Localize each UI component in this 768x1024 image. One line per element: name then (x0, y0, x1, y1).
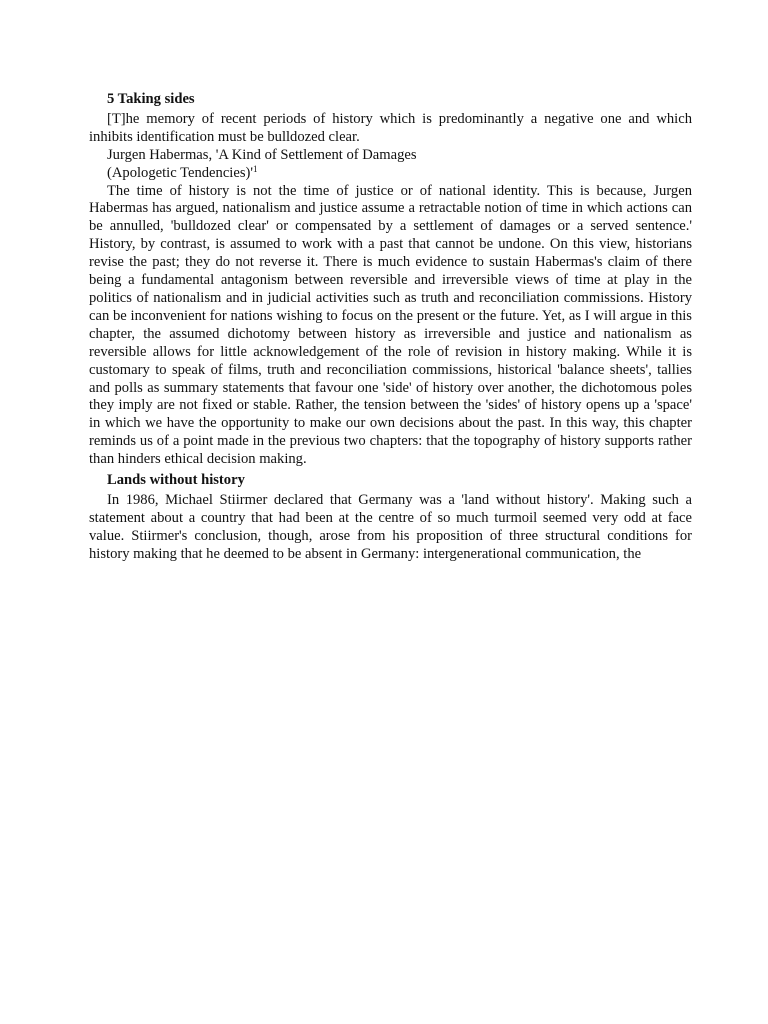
epigraph-source-text: (Apologetic Tendencies)' (107, 164, 254, 181)
epigraph-source (89, 165, 692, 183)
footnote-marker: 1 (253, 163, 258, 174)
section-heading: 5 Taking sides (107, 91, 195, 107)
document-page (89, 91, 692, 564)
subheading: Lands without history (107, 472, 245, 489)
epigraph-quote: [T]he memory of recent periods of history which is predominantly a negative one and which inhibits identification must be bulldozed clear. (89, 110, 692, 145)
epigraph-author: Jurgen Habermas, 'A Kind of Settlement of Damages (107, 146, 417, 163)
body-paragraph: In 1986, Michael Stiirmer declared that Germany was a 'land without history'. Making such a statement about a country that had been at the centre of so much turmoil seemed very odd at face value. Stiirmer's conclusion, though, arose from his proposition of three structural conditions for history making that he deemed to be absent in Germany: intergenerational communication, the (89, 491, 692, 562)
body-paragraph: The time of history is not the time of justice or of national identity. This is because, Jurgen Habermas has argued, nationalism and justice assume a retractable notion of time in which actions can be annulled, 'bulldozed clear' or compensated by a settlement of damages or a served sentence.' History, by contrast, is assumed to work with a past that cannot be undone. On this view, historians revise the past; they do not reverse it. There is much evidence to sustain Habermas's claim of there being a fundamental antagonism between reversible and irreversible views of time at play in the politics of nationalism and in judicial activities such as truth and reconciliation commissions. History can be inconvenient for nations wishing to focus on the present or the future. Yet, as I will argue in this chapter, the assumed dichotomy between history as irreversible and justice and nationalism as reversible allows for little acknowledgement of the role of revision in history making. While it is customary to speak of films, truth and reconciliation commissions, historical 'balance sheets', tallies and polls as summary statements that favour one 'side' of history over another, the dichotomous poles they imply are not fixed or stable. Rather, the tension between the 'sides' of history opens up a 'space' in which we have the opportunity to make our own decisions about the past. In this way, this chapter reminds us of a point made in the previous two chapters: that the topography of history supports rather than hinders ethical decision making. (89, 182, 692, 468)
